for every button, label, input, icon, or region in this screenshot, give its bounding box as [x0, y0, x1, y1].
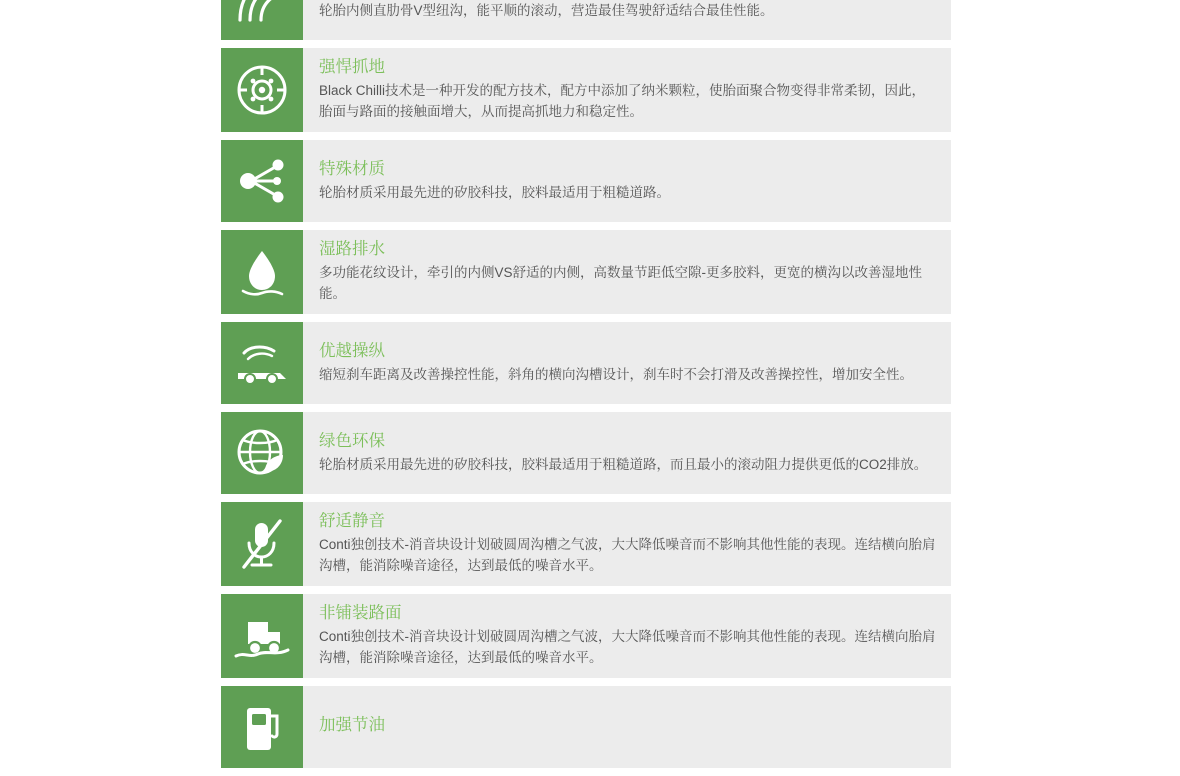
list-item	[221, 230, 951, 314]
list-item	[221, 140, 951, 222]
feature-desc: Conti独创技术-消音块设计划破圆周沟槽之气波，大大降低噪音而不影响其他性能的表现。连结横向胎肩沟槽，能消除噪音途径，达到最低的噪音水平。	[319, 537, 936, 573]
feature-text	[303, 502, 951, 586]
list-item	[221, 48, 951, 132]
offroad-truck-icon	[221, 594, 303, 678]
feature-desc: Black Chilli技术是一种开发的配方技术，配方中添加了纳米颗粒，使胎面聚合物变得非常柔韧，因此，胎面与路面的接触面增大，从而提高抓地力和稳定性。	[319, 83, 926, 119]
feature-desc: 轮胎材质采用最先进的矽胶科技，胶料最适用于粗糙道路。	[319, 184, 670, 200]
brake-disc-icon	[221, 48, 303, 132]
mute-microphone-icon	[221, 502, 303, 586]
feature-desc: 缩短刹车距离及改善操控性能，斜角的横向沟槽设计，刹车时不会打滑及改善操控性，增加安全性。	[319, 366, 913, 382]
feature-text	[303, 686, 951, 768]
feature-title: 加强节油	[319, 716, 385, 734]
feature-title: 特殊材质	[319, 159, 385, 178]
feature-text	[303, 140, 951, 222]
feature-text	[303, 0, 951, 40]
list-item	[221, 0, 951, 40]
list-item	[221, 412, 951, 494]
feature-list	[221, 0, 951, 776]
feature-desc: 轮胎材质采用最先进的矽胶科技，胶料最适用于粗糙道路，而且最小的滚动阻力提供更低的CO2排放。	[319, 456, 928, 472]
list-item	[221, 594, 951, 678]
feature-title: 湿路排水	[319, 240, 385, 258]
feature-desc: Conti独创技术-消音块设计划破圆周沟槽之气波，大大降低噪音而不影响其他性能的表现。连结横向胎肩沟槽，能消除噪音途径，达到最低的噪音水平。	[319, 629, 936, 665]
feature-desc: 轮胎内侧直肋骨V型纽沟，能平顺的滚动，营造最佳驾驶舒适结合最佳性能。	[319, 2, 774, 18]
feature-title: 优越操纵	[319, 341, 385, 360]
feature-text	[303, 412, 951, 494]
feature-text	[303, 230, 951, 314]
curve-lines-icon	[221, 0, 303, 40]
feature-title: 非铺装路面	[319, 604, 402, 622]
feature-text	[303, 594, 951, 678]
steering-handling-icon	[221, 322, 303, 404]
feature-text	[303, 48, 951, 132]
water-drop-icon	[221, 230, 303, 314]
feature-title: 舒适静音	[319, 512, 385, 530]
feature-title: 绿色环保	[319, 431, 385, 450]
fuel-pump-icon	[221, 686, 303, 768]
feature-title: 强悍抓地	[319, 58, 385, 76]
molecule-icon	[221, 140, 303, 222]
list-item	[221, 686, 951, 768]
feature-text	[303, 322, 951, 404]
list-item	[221, 502, 951, 586]
feature-desc: 多功能花纹设计，牵引的内侧VS舒适的内侧，高数量节距低空隙-更多胶料，更宽的横沟以改善湿地性能。	[319, 265, 923, 301]
list-item	[221, 322, 951, 404]
globe-leaf-icon	[221, 412, 303, 494]
